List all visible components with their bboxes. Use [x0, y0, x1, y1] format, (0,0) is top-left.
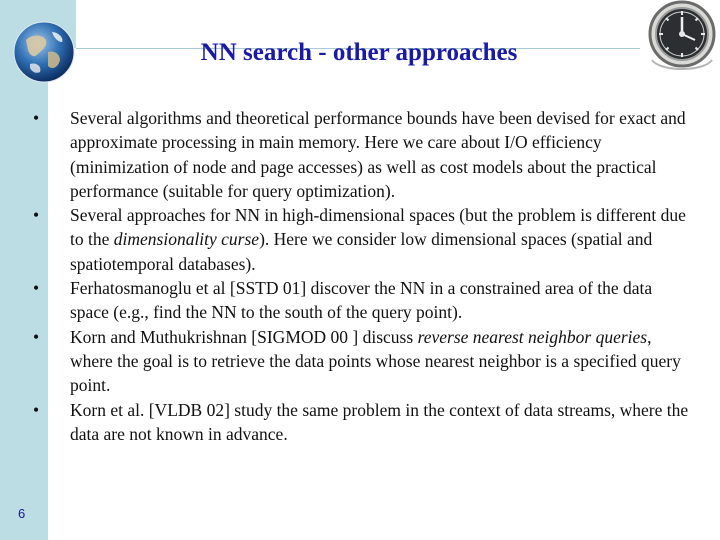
clock-icon: [640, 0, 720, 76]
bullet-emphasis: dimensionality curse: [113, 229, 260, 250]
bullet-item: [33, 325, 690, 398]
bullet-text: Korn and Muthukrishnan [SIGMOD 00 ] discuss: [70, 326, 418, 347]
bullet-glyph: •: [33, 399, 40, 420]
bullet-text: Several approaches for NN in high-dimensional spaces (but the problem is different due to the: [70, 205, 686, 250]
bullet-text: Korn et al. [VLDB 02] study the same problem in the context of data streams, where the data are not known in advance.: [70, 399, 689, 444]
bullet-glyph: •: [33, 278, 40, 299]
bullet-glyph: •: [33, 108, 40, 128]
bullet-item: [33, 203, 690, 276]
bullet-list: [33, 106, 690, 446]
bullet-text: Ferhatosmanoglu et al [SSTD 01] discover the NN in a constrained area of the data space (e.g., find the NN to the south of the query point).: [70, 278, 653, 323]
bullet-item: [33, 106, 690, 203]
bullet-item: [33, 398, 690, 447]
bullet-text: ). Here we consider low dimensional spaces (spatial and spatiotemporal databases).: [70, 229, 653, 274]
slide-number: 6: [18, 506, 26, 521]
bullet-emphasis: reverse nearest neighbor queries: [417, 326, 648, 347]
slide-title: NN search - other approaches: [200, 39, 518, 66]
bullet-text: , where the goal is to retrieve the data points whose nearest neighbor is a specified query point.: [70, 326, 681, 396]
bullet-glyph: •: [33, 326, 40, 347]
earth-globe-icon: [12, 20, 76, 84]
bullet-text: Several algorithms and theoretical performance bounds have been devised for exact and approximate processing in main memory. Here we care about I/O efficiency (minimization of node and page accesses) as well as cost models about the practical performance (suitable for query optimization).: [70, 108, 686, 201]
bullet-item: [33, 276, 690, 325]
bullet-glyph: •: [33, 205, 40, 226]
